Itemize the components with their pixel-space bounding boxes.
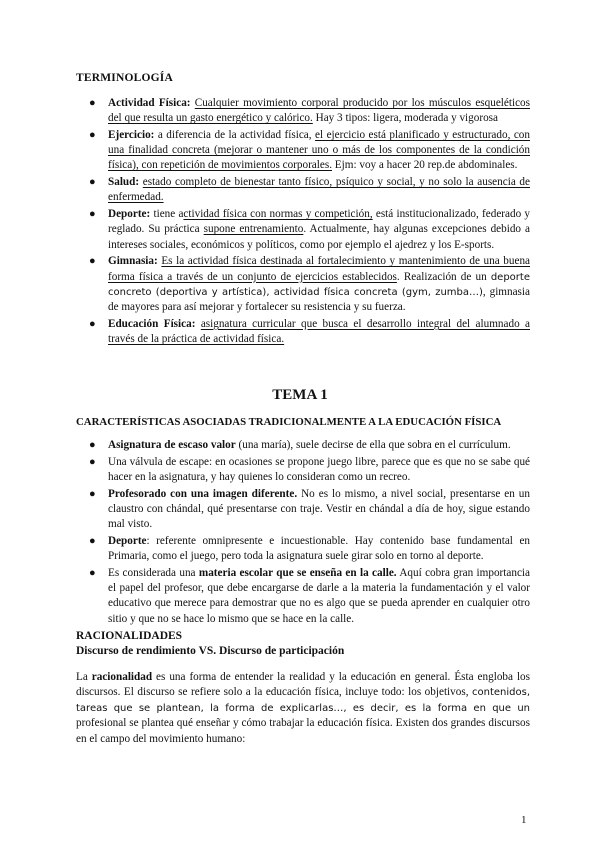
bullet-icon: ● (89, 535, 96, 547)
tema-title: TEMA 1 (272, 387, 328, 403)
term-definition: asignatura curricular que busca el desarrollo integral del alumnado a través de la práctica de actividad física. (108, 317, 531, 346)
terminologia-heading: TERMINOLOGÍA (76, 72, 173, 84)
bullet-icon: ● (89, 487, 96, 500)
list-item: ● Gimnasia: Es la actividad física destinada al fortalecimiento y mantenimiento de una buena forma física a través de un conjunto de ejercicios establecidos. Realización de un deporte concreto (deportiva y artística), actividad física concreta (gym, zumba…), gimnasia de mayores para así mejorar y fortalecer su resistencia y su fuerza. (89, 255, 531, 314)
bullet-icon: ● (89, 129, 96, 141)
bullet-icon: ● (89, 455, 96, 468)
bullet-icon: ● (89, 176, 96, 189)
list-item: ● Deporte: tiene actividad física con normas y competición, está institucionalizado, federado y reglado. Su práctica supone entrenamiento. Actualmente, hay algunas excepciones debido a intereses sociales, económicos y políticos, como por ejemplo el ajedrez y los E-sports. (89, 208, 531, 251)
bullet-icon: ● (89, 317, 96, 330)
caracteristicas-list (0, 438, 600, 628)
bullet-icon: ● (89, 255, 96, 268)
term-label: Ejercicio: (108, 129, 155, 141)
term-definition: el ejercicio está planificado y estructurado, con una finalidad concreta (mejorar o mantener uno o más de los componentes de la condición física), con repetición de movimientos corporales. (108, 129, 530, 172)
racionalidad-paragraph: La racionalidad es una forma de entender la realidad y la educación en general. Ésta engloba los discursos. El discurso se refiere solo a la educación física, incluye todo: los objetivos, contenidos, tareas que se plantean, la forma de explicarlas…, es decir, es la forma en que un profesional se plantea qué enseñar y cómo trabajar la educación física. Existen dos grandes discursos en el campo del movimiento humano: (76, 671, 530, 745)
list-item: ● Profesorado con una imagen diferente. No es lo mismo, a nivel social, presentarse en un claustro con chándal, qué presentarse con traje. Vestir en chándal a día de hoy, sigue estando mal visto. (89, 487, 530, 531)
racionalidades-heading: RACIONALIDADES (76, 630, 183, 642)
bullet-icon: ● (89, 567, 96, 579)
list-item (0, 317, 600, 347)
list-item: ● Ejercicio: a diferencia de la actividad física, el ejercicio está planificado y estructurado, con una finalidad concreta (mejorar o mantener uno o más de los componentes de la condición física), con repetición de movimientos corporales. Ejm: voy a hacer 20 rep.de abdominales. (89, 129, 530, 172)
caracteristicas-heading: CARACTERÍSTICAS ASOCIADAS TRADICIONALMENTE A LA EDUCACIÓN FÍSICA (76, 416, 502, 428)
term-label: Salud: (108, 176, 140, 189)
list-item (0, 175, 600, 205)
term-label: Gimnasia: (108, 255, 158, 268)
list-item: ● Actividad Física: Cualquier movimiento corporal producido por los músculos esqueléticos del que resulta un gasto energético y calórico. Hay 3 tipos: ligera, moderada y vigorosa (89, 97, 530, 125)
discurso-subheading: Discurso de rendimiento VS. Discurso de participación (76, 645, 345, 657)
term-label: Actividad Física: (108, 97, 191, 109)
list-item: ● Deporte: referente omnipresente e incuestionable. Hay contenido base fundamental en Primaria, como el juego, pero toda la asignatura suele girar solo en torno al deporte. (89, 535, 530, 563)
term-label: Deporte: (108, 208, 151, 221)
term-definition: Cualquier movimiento corporal producido por los músculos esqueléticos del que resulta un gasto energético y calórico. (108, 97, 530, 125)
term-definition: ctividad física con normas y competición, (183, 208, 373, 221)
bullet-icon: ● (89, 97, 96, 109)
terminologia-list (0, 96, 600, 349)
term-definition: Es la actividad física destinada al fortalecimiento y mantenimiento de una buena forma física a través de un conjunto de ejercicios establecidos (108, 255, 531, 283)
list-item: ● Es considerada una materia escolar que se enseña en la calle. Aquí cobra gran importancia el papel del profesor, que debe encargarse de darle a la materia la fundamentación y el valor educativo que merece para demostrar que no es algo que se pueda aprender en cualquier otro sitio y que no se hace lo mismo que se hace en la calle. (89, 567, 530, 625)
list-item: ● Asignatura de escaso valor (una maría), suele decirse de ella que sobra en el currículum. (0, 438, 600, 453)
term-label: Educación Física: (108, 317, 196, 330)
list-item: ● Una válvula de escape: en ocasiones se propone juego libre, parece que es que no se sabe qué hacer en la asignatura, y hay quienes lo consideran como un recreo. (89, 455, 530, 483)
page-number: 1 (521, 814, 527, 826)
bullet-icon: ● (89, 439, 96, 451)
bullet-icon: ● (89, 208, 96, 221)
term-definition: estado completo de bienestar tanto físico, psíquico y social, y no solo la ausencia de enfermedad. (108, 176, 530, 204)
